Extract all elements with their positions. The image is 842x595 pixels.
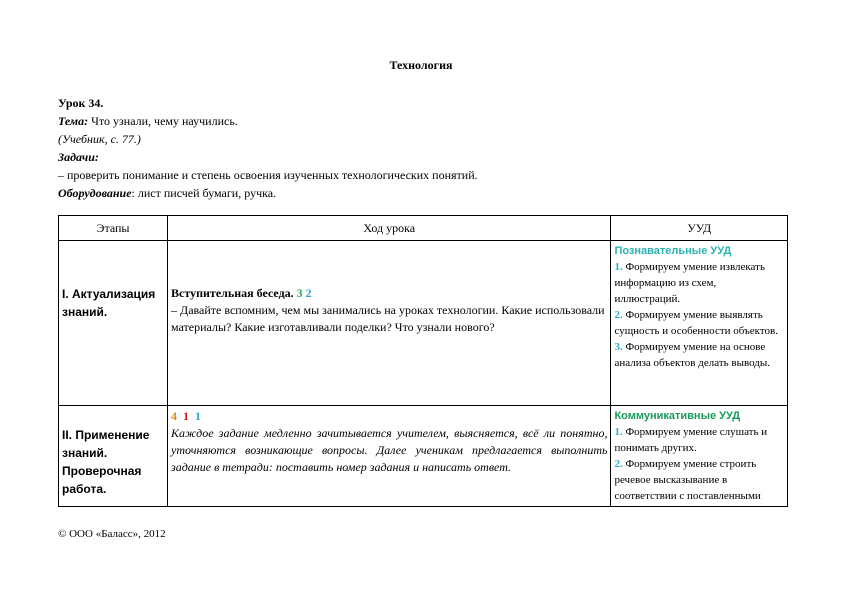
table-header-row	[59, 216, 788, 241]
equipment-label: Оборудование	[58, 186, 132, 200]
uud-cell	[611, 241, 788, 406]
topic-label: Тема:	[58, 114, 89, 128]
uud-title: Познавательные УУД	[614, 245, 732, 257]
uud-item: 3. Формируем умение на основе анализа объектов делать выводы.	[614, 341, 771, 369]
stage-label: I. Актуализация знаний.	[62, 287, 156, 319]
number-badge: 2	[305, 286, 312, 300]
activity	[171, 285, 607, 336]
document-title: Технология	[389, 58, 453, 72]
uud-item: 1. Формируем умение извлекать информацию из схем, иллюстраций.	[614, 261, 765, 305]
header-lesson-course: Ход урока	[168, 216, 611, 241]
number-badge: 1	[195, 409, 202, 423]
stage-cell	[59, 241, 168, 406]
stage-label: II. Применение знаний.	[62, 428, 150, 460]
activity-cell	[168, 241, 611, 406]
stage-cell	[59, 406, 168, 507]
number-badge: 4	[171, 409, 178, 423]
header-uud: УУД	[611, 216, 788, 241]
uud-item: 1. Формируем умение слушать и понимать других.	[614, 426, 768, 454]
tasks-label: Задачи:	[58, 150, 99, 164]
topic-text: Что узнали, чему научились.	[88, 114, 238, 128]
table-row	[59, 406, 788, 507]
lesson-topic	[58, 112, 798, 130]
activity-text: Каждое задание медленно зачитывается учителем, выясняется, всё ли понятно, уточняются возникающие вопросы. Далее ученикам предлагается выполнить задание в тетради: поставить номер задания и написать ответ.	[171, 426, 608, 474]
activity-text: – Давайте вспомним, чем мы занимались на уроках технологии. Какие использовали материалы? Какие изготавливали поделки? Что узнали нового?	[171, 303, 605, 334]
textbook-ref: (Учебник, с. 77.)	[58, 132, 141, 146]
number-badge: 3	[296, 286, 303, 300]
number-badge: 1	[183, 409, 190, 423]
activity-cell	[168, 406, 611, 507]
uud-title: Коммуникативные УУД	[614, 410, 741, 422]
stage-label: Проверочная работа.	[62, 464, 142, 496]
copyright-footer: © ООО «Баласс», 2012	[58, 528, 166, 540]
uud-block	[614, 408, 784, 504]
header-stages: Этапы	[59, 216, 168, 241]
uud-cell	[611, 406, 788, 507]
equipment	[58, 184, 798, 202]
uud-item: 2. Формируем умение строить речевое высказывание в соответствии с поставленными	[614, 458, 761, 502]
equipment-text: : лист писчей бумаги, ручка.	[131, 186, 277, 200]
lesson-header	[58, 94, 798, 202]
lesson-number: Урок 34.	[58, 96, 104, 110]
lesson-plan-table	[58, 215, 788, 507]
uud-block	[614, 243, 784, 371]
activity	[171, 408, 607, 476]
activity-title: Вступительная беседа.	[171, 286, 294, 300]
table-row	[59, 241, 788, 406]
task-item: – проверить понимание и степень освоения изученных технологических понятий.	[58, 168, 478, 182]
uud-item: 2. Формируем умение выявлять сущность и особенности объектов.	[614, 309, 778, 337]
